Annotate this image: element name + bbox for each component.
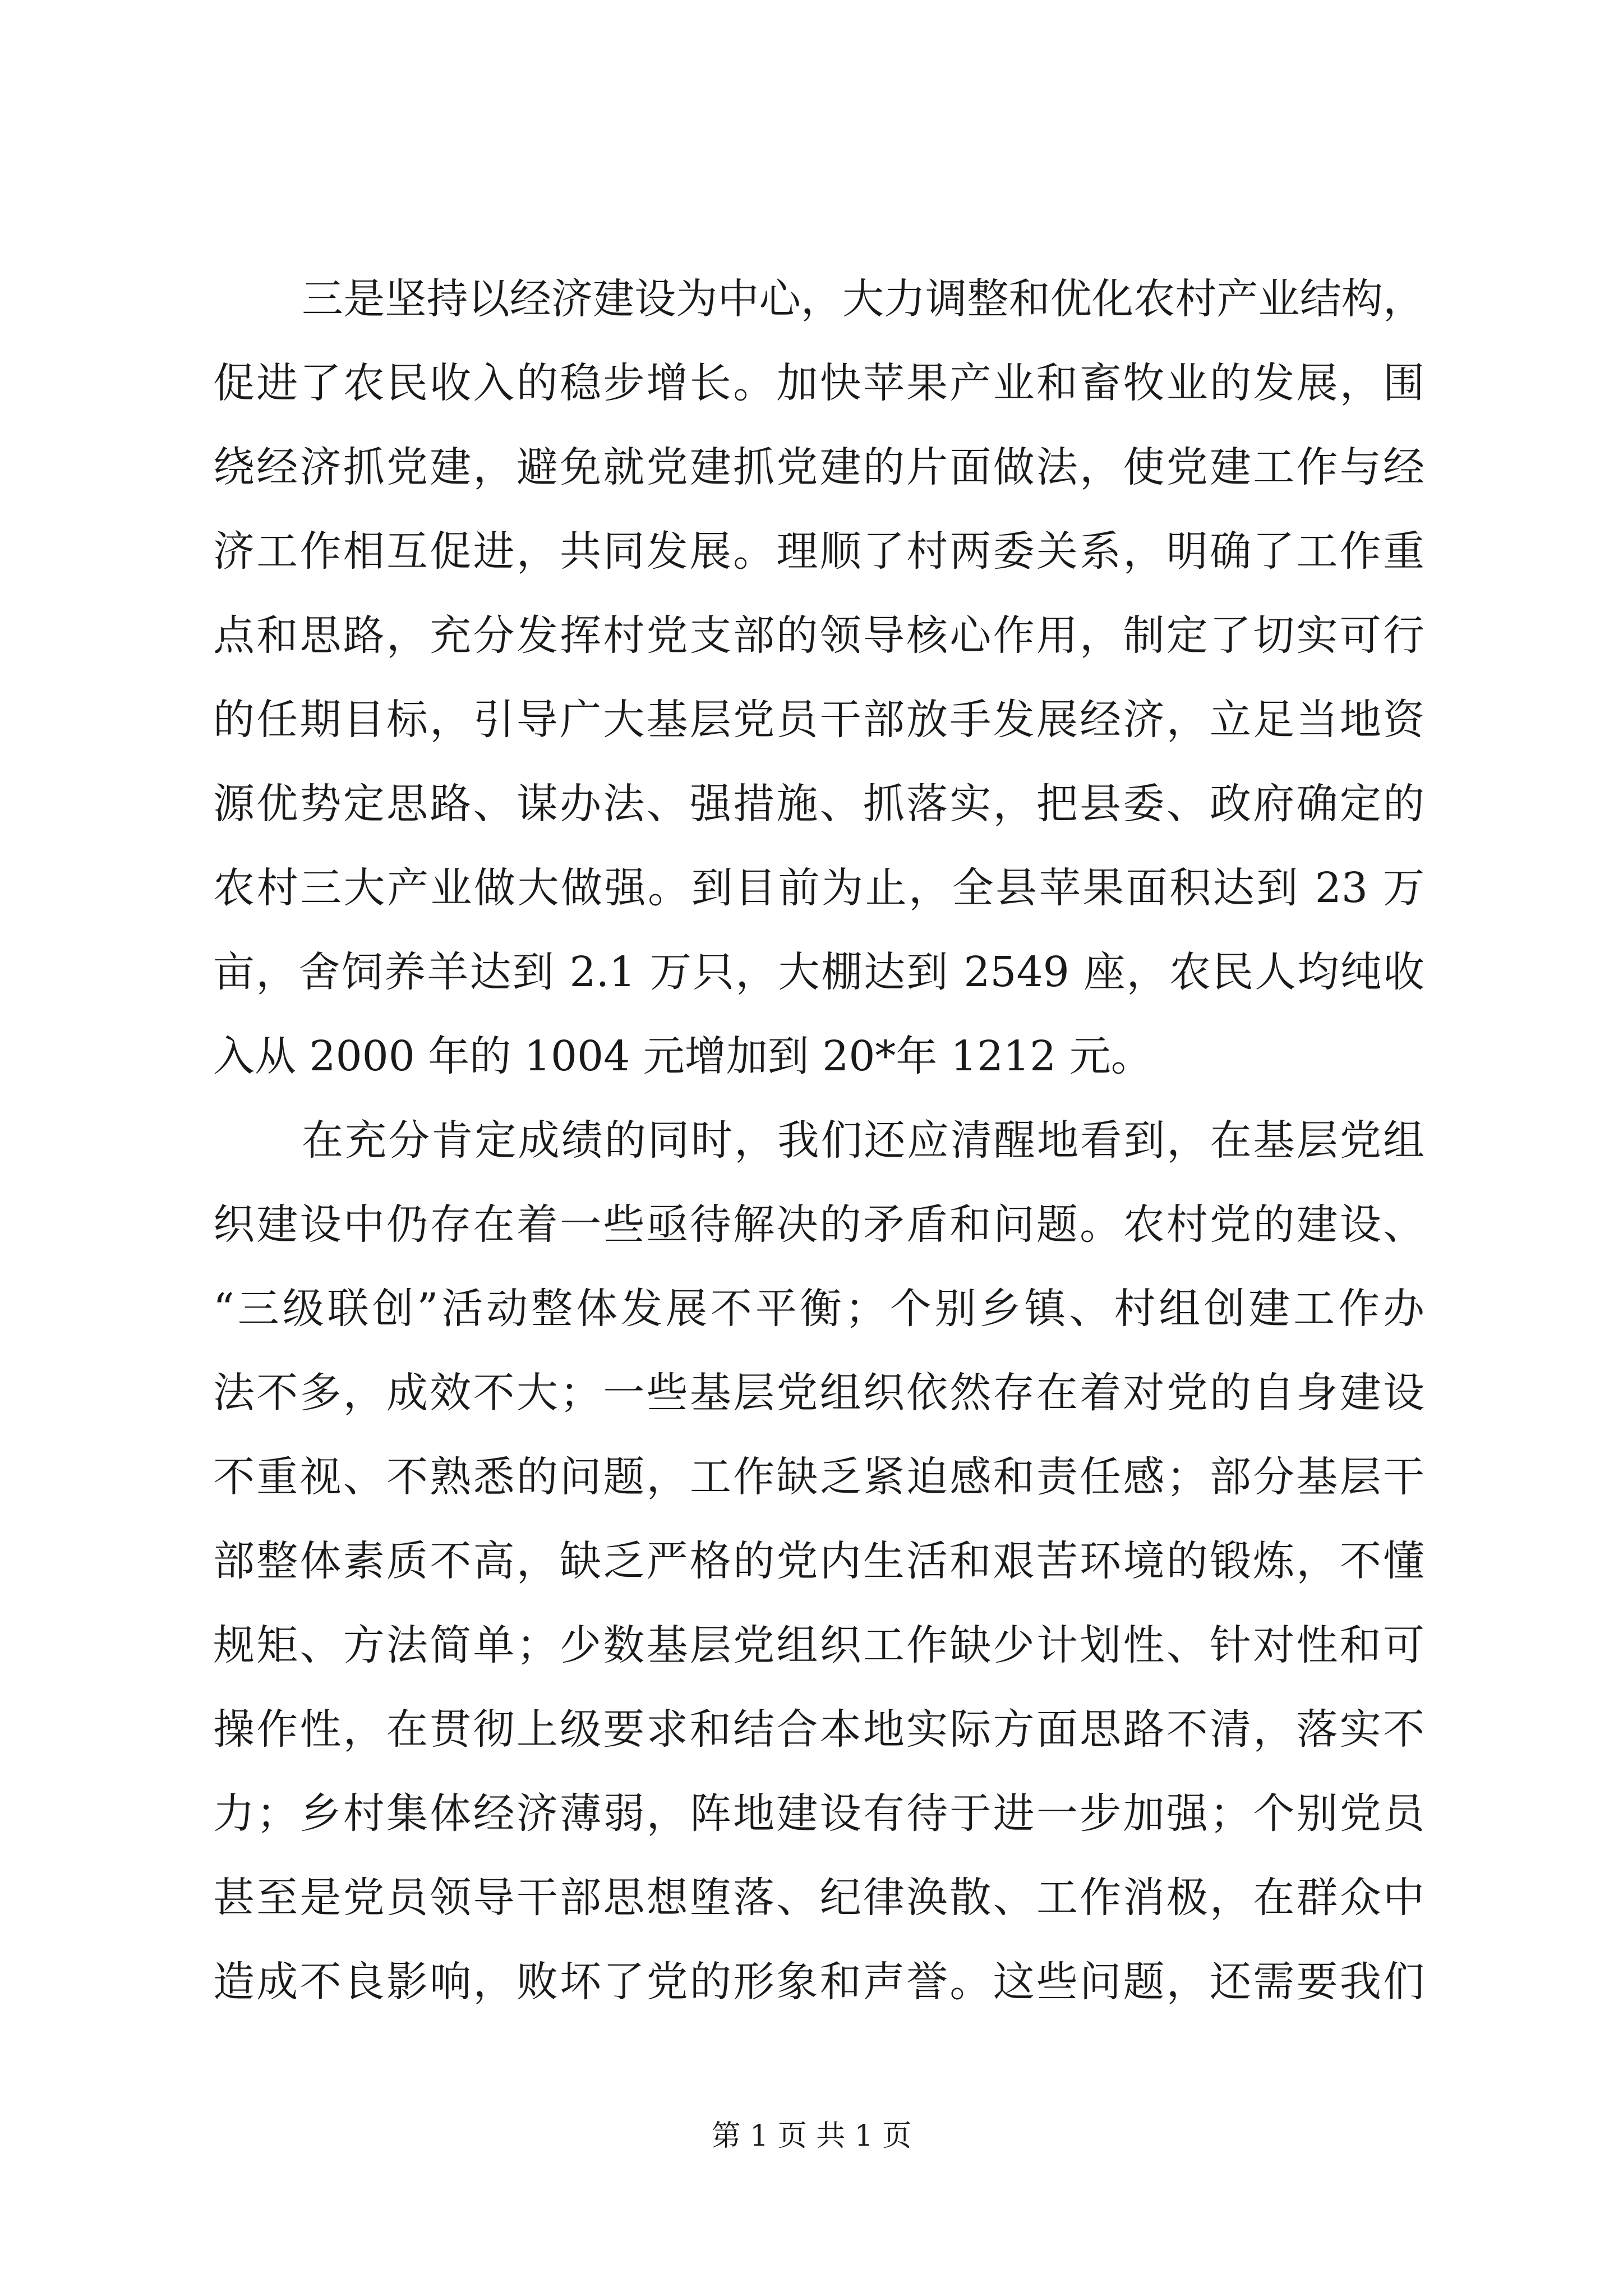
page-number-label: 第 1 页 共 1 页 [711, 2119, 912, 2153]
paragraph-1 [213, 257, 1424, 1098]
text-line: 织建设中仍存在着一些亟待解决的矛盾和问题。农村党的建设、 [213, 1200, 1424, 1249]
text-line: 的任期目标，引导广大基层党员干部放手发展经济，立足当地资 [213, 696, 1424, 744]
text-line: 亩，舍饲养羊达到 2.1 万只，大棚达到 2549 座，农民人均纯收 [213, 948, 1424, 996]
text-line: 济工作相互促进，共同发展。理顺了村两委关系，明确了工作重 [213, 527, 1424, 576]
document-body [213, 257, 1424, 2024]
text-line: 促进了农民收入的稳步增长。加快苹果产业和畜牧业的发展，围 [213, 359, 1424, 407]
paragraph-2 [213, 1098, 1424, 2024]
text-line: 三是坚持以经济建设为中心，大力调整和优化农村产业结构， [302, 275, 1424, 323]
text-line: 甚至是党员领导干部思想堕落、纪律涣散、工作消极，在群众中 [213, 1874, 1424, 1922]
page-footer [0, 2114, 1623, 2159]
text-line: 法不多，成效不大；一些基层党组织依然存在着对党的自身建设 [213, 1369, 1424, 1417]
text-line: 部整体素质不高，缺乏严格的党内生活和艰苦环境的锻炼，不懂 [213, 1537, 1424, 1585]
text-line: 点和思路，充分发挥村党支部的领导核心作用，制定了切实可行 [213, 611, 1424, 660]
text-line: 入从 2000 年的 1004 元增加到 20*年 1212 元。 [213, 1032, 1152, 1080]
text-line: “三级联创”活动整体发展不平衡；个别乡镇、村组创建工作办 [213, 1285, 1424, 1333]
text-line: 在充分肯定成绩的同时，我们还应清醒地看到，在基层党组 [302, 1116, 1424, 1165]
text-line: 绕经济抓党建，避免就党建抓党建的片面做法，使党建工作与经 [213, 443, 1424, 491]
text-line: 源优势定思路、谋办法、强措施、抓落实，把县委、政府确定的 [213, 780, 1424, 828]
text-line: 规矩、方法简单；少数基层党组织工作缺少计划性、针对性和可 [213, 1621, 1424, 1669]
text-line: 农村三大产业做大做强。到目前为止，全县苹果面积达到 23 万 [213, 864, 1424, 912]
text-line: 力；乡村集体经济薄弱，阵地建设有待于进一步加强；个别党员 [213, 1789, 1424, 1838]
text-line: 操作性，在贯彻上级要求和结合本地实际方面思路不清，落实不 [213, 1705, 1424, 1754]
text-line: 造成不良影响，败坏了党的形象和声誉。这些问题，还需要我们 [213, 1958, 1424, 2006]
text-line: 不重视、不熟悉的问题，工作缺乏紧迫感和责任感；部分基层干 [213, 1453, 1424, 1501]
